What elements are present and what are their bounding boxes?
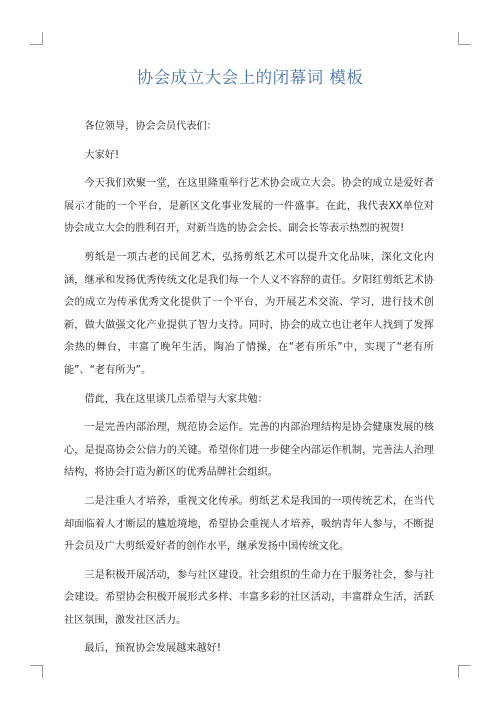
greeting: 大家好!: [84, 149, 120, 161]
salutation: 各位领导，协会会员代表们：: [84, 121, 217, 132]
paragraph-closing: 最后，预祝协会发展越来越好!: [84, 643, 221, 655]
crop-mark-top-right: [458, 32, 471, 45]
paragraph-hopes-intro: 借此，我在这里谈几点希望与大家共勉：: [84, 393, 268, 405]
crop-mark-bottom-right: [458, 665, 471, 678]
crop-mark-top-left: [30, 32, 43, 45]
crop-mark-bottom-left: [30, 665, 43, 678]
paragraph-point-three: 三是积极开展活动，参与社区建设。社会组织的生命力在于服务社会，参与社会建设。希望协会积极开展形式多样、丰富多彩的社区活动，丰富群众生活，活跃社区氛围，激发社区活力。: [64, 569, 434, 626]
document-body: [64, 116, 434, 667]
paragraph-point-one: 一是完善内部治理，规范协会运作。完善的内部治理结构是协会健康发展的核心，是提高协会公信力的关键。希望你们进一步健全内部运作机制，完善法人治理结构，将协会打造为新区的优秀品牌社会组织。: [64, 422, 434, 479]
paragraph-opening: 今天我们欢聚一堂，在这里隆重举行艺术协会成立大会。协会的成立是爱好者展示才能的一个平台，是新区文化事业发展的一件盛事。在此，我代表XX单位对协会成立大会的胜利召开，对新当选的协会会长、副会长等表示热烈的祝贺!: [64, 178, 434, 235]
paragraph-papercut: 剪纸是一项古老的民间艺术，弘扬剪纸艺术可以提升文化品味，深化文化内涵，继承和发扬优秀传统文化是我们每一个人义不容辞的责任。夕阳红剪纸艺术协会的成立为传承优秀文化提供了一个平台，为开展艺术交流、学习，进行技术创新，做大做强文化产业提供了智力支持。同时，协会的成立也让老年人找到了发挥余热的舞台，丰富了晚年生活，陶冶了情操，在“老有所乐”中，实现了“老有所能”、“老有所为”。: [64, 251, 434, 376]
document-title: 协会成立大会上的闭幕词 模板: [136, 68, 364, 87]
paragraph-point-two: 二是注重人才培养，重视文化传承。剪纸艺术是我国的一项传统艺术，在当代却面临着人才断层的尴尬境地，希望协会重视人才培养，吸纳青年人参与，不断提升会员及广大剪纸爱好者的创作水平，继承发扬中国传统文化。: [64, 495, 434, 553]
